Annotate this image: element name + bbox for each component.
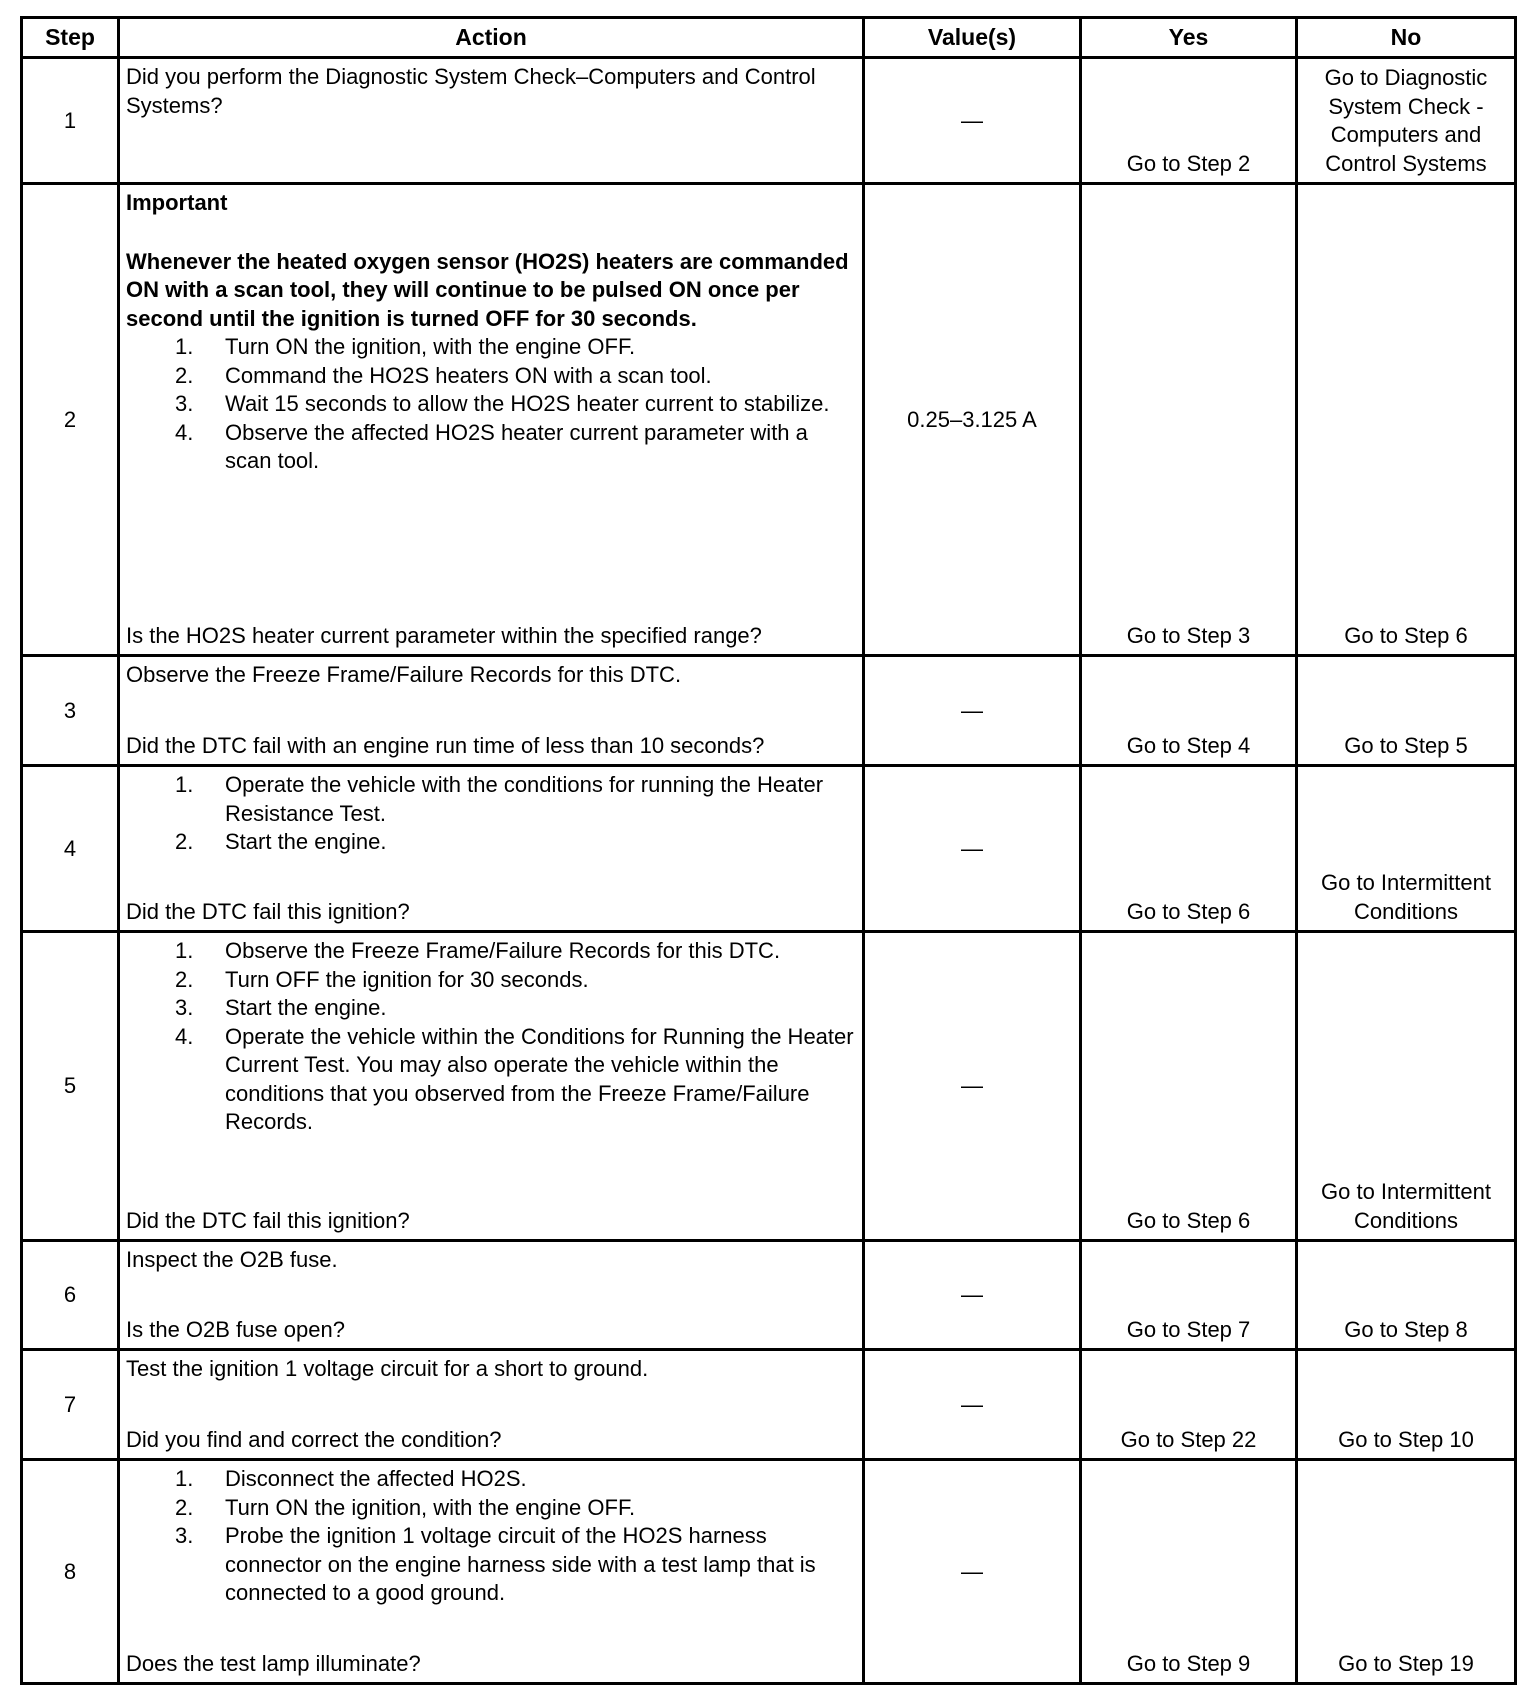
list-item: 3. Wait 15 seconds to allow the HO2S heater current to stabilize.: [175, 391, 830, 416]
value-cell: [864, 1241, 1081, 1350]
table-row: [22, 1460, 1516, 1684]
list-item: 2. Command the HO2S heaters ON with a scan tool.: [175, 362, 712, 388]
step-number: 5: [22, 932, 119, 1241]
value-cell: [864, 766, 1081, 932]
no-cell: [1297, 58, 1516, 184]
step-number: 2: [22, 184, 119, 656]
procedure-list: [126, 1465, 854, 1608]
action-question: Does the test lamp illuminate?: [126, 1650, 421, 1676]
action-cell: [119, 184, 864, 656]
list-item: 1. Operate the vehicle with the conditions for running the Heater Resistance Test.: [175, 772, 824, 826]
yes-cell: [1081, 932, 1297, 1241]
action-question: Did the DTC fail with an engine run time of less than 10 seconds?: [126, 732, 765, 758]
action-question: Did the DTC fail this ignition?: [126, 1207, 410, 1233]
value-cell: [864, 932, 1081, 1241]
header-action: Action: [119, 18, 864, 58]
no-link[interactable]: Go to Intermittent Conditions: [1321, 870, 1491, 924]
yes-cell: [1081, 184, 1297, 656]
value-dash: —: [961, 1282, 983, 1307]
action-text: Observe the Freeze Frame/Failure Records for this DTC.: [126, 662, 682, 687]
yes-cell: [1081, 1460, 1297, 1684]
no-link[interactable]: Go to Step 19: [1338, 1650, 1474, 1676]
procedure-list: [126, 937, 854, 1137]
list-item: 1. Turn ON the ignition, with the engine OFF.: [175, 334, 636, 359]
action-cell: [119, 1350, 864, 1460]
yes-link[interactable]: Go to Step 4: [1126, 732, 1251, 758]
action-text: Inspect the O2B fuse.: [126, 1247, 338, 1272]
step-number: 8: [22, 1460, 119, 1684]
step-number: 6: [22, 1241, 119, 1350]
no-cell: [1297, 1460, 1516, 1684]
header-row: [22, 18, 1516, 58]
no-cell: [1297, 184, 1516, 656]
procedure-list: [126, 333, 854, 476]
yes-link[interactable]: Go to Step 22: [1120, 1426, 1257, 1452]
important-title: Important: [126, 190, 228, 215]
header-no: No: [1297, 18, 1516, 58]
yes-cell: [1081, 656, 1297, 766]
yes-cell: [1081, 1241, 1297, 1350]
yes-cell: [1081, 58, 1297, 184]
procedure-list: [126, 771, 854, 857]
table-row: [22, 184, 1516, 656]
no-link[interactable]: Go to Step 10: [1338, 1426, 1474, 1452]
step-number: 7: [22, 1350, 119, 1460]
table-row: [22, 932, 1516, 1241]
header-yes: Yes: [1081, 18, 1297, 58]
value-dash: —: [961, 107, 983, 133]
action-text: Did you perform the Diagnostic System Check–Computers and Control Systems?: [126, 64, 816, 118]
important-text: Whenever the heated oxygen sensor (HO2S) heaters are commanded ON with a scan tool, they will continue to be pulsed ON once per second until the ignition is turned OFF for 30 seconds.: [126, 248, 849, 331]
yes-link[interactable]: Go to Step 3: [1126, 622, 1251, 648]
list-item: 2. Turn ON the ignition, with the engine OFF.: [175, 1494, 636, 1520]
no-cell: [1297, 656, 1516, 766]
no-link[interactable]: Go to Step 6: [1344, 622, 1468, 648]
value-cell: [864, 58, 1081, 184]
value-range: 0.25–3.125 A: [907, 406, 1037, 432]
value-dash: —: [961, 1073, 983, 1098]
no-link[interactable]: Go to Intermittent Conditions: [1321, 1179, 1491, 1233]
list-item: 1. Disconnect the affected HO2S.: [175, 1466, 527, 1491]
no-link[interactable]: Go to Step 5: [1344, 732, 1468, 758]
value-dash: —: [961, 697, 983, 723]
table-row: [22, 1350, 1516, 1460]
yes-cell: [1081, 1350, 1297, 1460]
list-item: 2. Start the engine.: [175, 829, 387, 854]
value-cell: [864, 1350, 1081, 1460]
action-cell: [119, 1460, 864, 1684]
list-item: 1. Observe the Freeze Frame/Failure Records for this DTC.: [175, 938, 781, 963]
step-number: 4: [22, 766, 119, 932]
diagnostic-table: [20, 16, 1517, 1685]
yes-link[interactable]: Go to Step 9: [1126, 1650, 1251, 1676]
action-text: Test the ignition 1 voltage circuit for a short to ground.: [126, 1356, 649, 1381]
action-question: Is the O2B fuse open?: [126, 1316, 345, 1342]
yes-link[interactable]: Go to Step 6: [1126, 1207, 1251, 1233]
no-cell: [1297, 932, 1516, 1241]
no-cell: [1297, 1241, 1516, 1350]
list-item: 2. Turn OFF the ignition for 30 seconds.: [175, 966, 589, 992]
value-dash: —: [961, 835, 983, 861]
table-row: [22, 58, 1516, 184]
action-cell: [119, 766, 864, 932]
action-cell: [119, 58, 864, 184]
action-question: Is the HO2S heater current parameter within the specified range?: [126, 622, 762, 648]
no-link[interactable]: Go to Diagnostic System Check - Computers and Control Systems: [1324, 65, 1488, 176]
action-cell: [119, 932, 864, 1241]
step-number: 1: [22, 58, 119, 184]
list-item: 4. Observe the affected HO2S heater current parameter with a scan tool.: [175, 419, 808, 473]
no-link[interactable]: Go to Step 8: [1344, 1316, 1468, 1342]
value-dash: —: [961, 1558, 983, 1584]
action-question: Did you find and correct the condition?: [126, 1426, 502, 1452]
yes-link[interactable]: Go to Step 7: [1126, 1316, 1251, 1342]
table-row: [22, 1241, 1516, 1350]
list-item: 4. Operate the vehicle within the Conditions for Running the Heater Current Test. You may also operate the vehicle within the conditions that you observed from the Freeze Frame/Failure Records.: [175, 1023, 854, 1134]
value-cell: [864, 184, 1081, 656]
list-item: 3. Start the engine.: [175, 995, 387, 1020]
value-cell: [864, 1460, 1081, 1684]
action-cell: [119, 656, 864, 766]
action-cell: [119, 1241, 864, 1350]
yes-cell: [1081, 766, 1297, 932]
no-cell: [1297, 1350, 1516, 1460]
table-row: [22, 656, 1516, 766]
action-question: Did the DTC fail this ignition?: [126, 898, 410, 924]
yes-link[interactable]: Go to Step 6: [1126, 898, 1251, 924]
header-step: Step: [22, 18, 119, 58]
yes-link[interactable]: Go to Step 2: [1126, 150, 1251, 176]
header-values: Value(s): [864, 18, 1081, 58]
value-dash: —: [961, 1391, 983, 1417]
table-row: [22, 766, 1516, 932]
no-cell: [1297, 766, 1516, 932]
step-number: 3: [22, 656, 119, 766]
value-cell: [864, 656, 1081, 766]
list-item: 3. Probe the ignition 1 voltage circuit of the HO2S harness connector on the engine harness side with a test lamp that is connected to a good ground.: [175, 1523, 816, 1605]
